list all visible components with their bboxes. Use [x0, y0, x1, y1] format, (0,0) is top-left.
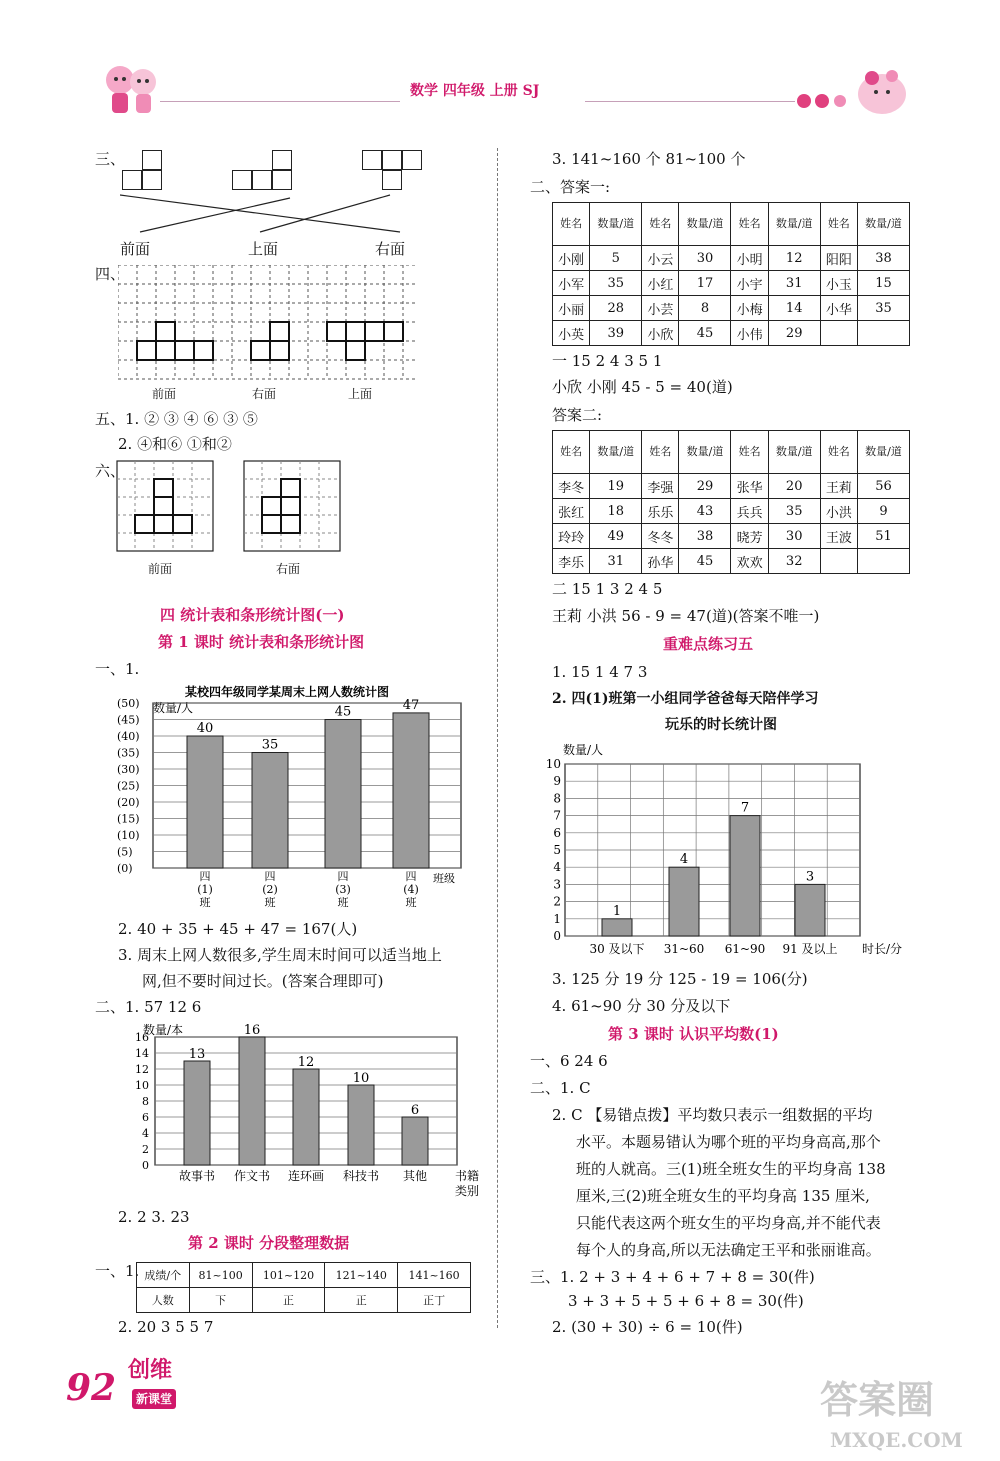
count-cell: 31 [590, 549, 642, 574]
s3-matching-lines [120, 190, 440, 240]
y-tick-label: (25) [117, 779, 140, 793]
count-cell: 51 [857, 524, 909, 549]
table-row [553, 296, 910, 321]
l3-3c: 班的人就高。三(1)班全班女生的平均身高 138 [576, 1160, 886, 1178]
y-tick-label: (10) [117, 829, 140, 842]
table-row [553, 271, 910, 296]
x-tick-label: (2) [262, 883, 278, 896]
count-cell: 30 [679, 246, 731, 271]
count-cell: 35 [857, 296, 909, 321]
l2-q2: 2. 20 3 5 5 7 [118, 1318, 214, 1336]
practice-title: 重难点练习五 [663, 635, 754, 653]
bar [669, 867, 699, 936]
data-label: 6 [410, 1103, 420, 1118]
chart-title: 某校四年级同学某周末上网人数统计图 [185, 685, 390, 699]
l3-2: 二、1. C [530, 1079, 591, 1097]
brand-logo [124, 1355, 199, 1417]
count-cell: 5 [590, 246, 642, 271]
bar [393, 713, 429, 868]
x-tick-label: (3) [335, 883, 351, 896]
line1: 小欣 小刚 45 - 5 = 40(道) [552, 378, 733, 396]
name-cell: 小芸 [642, 296, 679, 321]
seg-header-1: 81~100 [189, 1263, 252, 1288]
p4: 4. 61~90 分 30 分及以下 [552, 997, 731, 1015]
count-cell [857, 549, 909, 574]
x-tick-label: 其他 [402, 1169, 428, 1183]
table-header-cell: 姓名 [731, 203, 768, 246]
name-cell: 小英 [553, 321, 590, 346]
y-tick-label: 0 [142, 1159, 149, 1172]
y-tick-label: 4 [553, 860, 561, 875]
count-cell: 56 [857, 474, 909, 499]
header-mascot-right [850, 60, 915, 120]
s6-label: 六、 [95, 462, 126, 480]
y-tick-label: 2 [142, 1143, 149, 1156]
table-header-cell: 数量/道 [768, 431, 820, 474]
y-tick-label: (50) [117, 697, 140, 710]
name-cell [820, 321, 857, 346]
x-tick-label: 四 [199, 870, 211, 883]
unit-title: 四 统计表和条形统计图(一) [160, 606, 345, 624]
seq2: 二 15 1 3 2 4 5 [552, 580, 663, 598]
y-tick-label: (35) [117, 746, 140, 760]
y-tick-label: 6 [553, 825, 561, 840]
name-cell: 小军 [553, 271, 590, 296]
seq1: 一 15 2 4 3 5 1 [552, 352, 663, 370]
lesson2-title: 第 2 课时 分段整理数据 [188, 1234, 350, 1252]
count-cell: 45 [679, 549, 731, 574]
count-cell: 18 [590, 499, 642, 524]
name-cell: 小洪 [820, 499, 857, 524]
x-tick-label: 班 [264, 896, 276, 909]
x-tick-label: 科技书 [342, 1169, 380, 1183]
table-header-cell: 数量/道 [679, 203, 731, 246]
table-row [553, 321, 910, 346]
data-label: 47 [402, 697, 420, 713]
bar [602, 919, 632, 936]
s4-view-front: 前面 [152, 387, 177, 401]
y-tick-label: 4 [142, 1127, 149, 1140]
y-tick-label: 9 [553, 774, 561, 789]
table-row [553, 474, 910, 499]
data-label: 4 [679, 852, 689, 868]
q1-3a: 3. 周末上网人数很多,学生周末时间可以适当地上 [118, 946, 442, 964]
y-tick-label: 16 [135, 1031, 149, 1044]
y-tick-label: (5) [117, 845, 133, 859]
s6-view-right: 右面 [276, 562, 301, 576]
name-cell: 小伟 [731, 321, 768, 346]
y-tick-label: 8 [553, 791, 561, 806]
bar [239, 1037, 265, 1165]
x-tick-label: 四 [405, 870, 417, 883]
x-tick-label: 61~90 [724, 942, 766, 956]
r3: 3. 141~160 个 81~100 个 [552, 150, 746, 168]
bar [325, 720, 361, 869]
l3-1: 一、6 24 6 [530, 1052, 608, 1070]
data-label: 3 [805, 869, 815, 885]
l2-q1-label: 一、1. [95, 1262, 140, 1280]
y-tick-label: (15) [117, 812, 140, 826]
name-cell: 乐乐 [642, 499, 679, 524]
count-cell: 38 [679, 524, 731, 549]
lesson1-title: 第 1 课时 统计表和条形统计图 [158, 633, 365, 651]
y-tick-label: 0 [553, 929, 561, 943]
s3-view-front: 前面 [120, 240, 151, 258]
table-row [553, 549, 910, 574]
name-cell: 小丽 [553, 296, 590, 321]
ans1: 二、答案一: [530, 178, 611, 196]
s4-view-right: 右面 [252, 387, 277, 401]
table-header-cell: 姓名 [553, 203, 590, 246]
page-number: 92 [66, 1367, 117, 1409]
y-tick-label: 5 [553, 843, 561, 857]
name-cell: 小华 [820, 296, 857, 321]
name-cell: 王波 [820, 524, 857, 549]
q2-23: 2. 2 3. 23 [118, 1208, 190, 1226]
s5-2: 2. ④和⑥ ①和② [118, 435, 232, 453]
line2: 王莉 小洪 56 - 9 = 47(道)(答案不唯一) [552, 607, 820, 625]
seg-header-2: 101~120 [252, 1263, 325, 1288]
name-cell: 孙华 [642, 549, 679, 574]
name-cell: 小玉 [820, 271, 857, 296]
table-row [553, 246, 910, 271]
x-tick-label: 故事书 [178, 1169, 216, 1183]
x-tick-label: 连环画 [287, 1169, 325, 1183]
data-label: 12 [297, 1055, 315, 1070]
y-tick-label: 7 [553, 808, 561, 823]
bar [184, 1061, 210, 1165]
name-cell: 冬冬 [642, 524, 679, 549]
l3-5: 3 + 3 + 5 + 5 + 6 + 8 = 30(件) [568, 1292, 804, 1310]
y-tick-label: 3 [553, 877, 561, 892]
name-cell [820, 549, 857, 574]
table-header-cell: 姓名 [553, 431, 590, 474]
x-tick-label: (4) [403, 883, 419, 896]
bar [730, 816, 760, 936]
name-cell: 兵兵 [731, 499, 768, 524]
table-row [553, 524, 910, 549]
name-cell: 小梅 [731, 296, 768, 321]
l3-3b: 水平。本题易错认为哪个班的平均身高高,那个 [576, 1133, 881, 1151]
count-cell: 39 [590, 321, 642, 346]
data-label: 10 [352, 1071, 370, 1086]
data-label: 7 [740, 800, 750, 816]
brand-name: 创维 [128, 1357, 173, 1383]
s4-view-top: 上面 [348, 387, 373, 401]
name-cell: 小红 [642, 271, 679, 296]
y-tick-label: 2 [553, 894, 561, 909]
header-dots [795, 92, 850, 110]
count-cell: 29 [679, 474, 731, 499]
table-header-cell: 数量/道 [590, 431, 642, 474]
name-cell: 李冬 [553, 474, 590, 499]
s3-view-top: 上面 [248, 240, 279, 258]
l3-4: 三、1. 2 + 3 + 4 + 6 + 7 + 8 = 30(件) [530, 1268, 815, 1286]
count-cell: 29 [768, 321, 820, 346]
count-cell: 38 [857, 246, 909, 271]
x-tick-label: 班 [405, 896, 417, 909]
name-cell: 小欣 [642, 321, 679, 346]
y-tick-label: (20) [117, 796, 140, 809]
table-header-cell: 姓名 [820, 203, 857, 246]
name-cell: 阳阳 [820, 246, 857, 271]
y-tick-label: 8 [142, 1095, 149, 1108]
seg-row-1: 下 [189, 1288, 252, 1313]
seg-header-4: 141~160 [398, 1263, 471, 1288]
s4-dotted-grid [118, 265, 423, 385]
y-tick-label: 10 [545, 757, 561, 771]
name-cell: 玲玲 [553, 524, 590, 549]
name-cell: 王莉 [820, 474, 857, 499]
table-header-cell: 姓名 [642, 203, 679, 246]
s6-front-grid [116, 460, 216, 555]
x-axis-label: 班级 [433, 872, 455, 885]
count-cell: 45 [679, 321, 731, 346]
name-cell: 欢欢 [731, 549, 768, 574]
p1: 1. 15 1 4 7 3 [552, 663, 648, 681]
l3-3d: 厘米,三(2)班全班女生的平均身高 135 厘米, [576, 1187, 870, 1205]
x-tick-label: 91 及以上 [782, 942, 838, 956]
table1-grid [552, 202, 910, 346]
y-axis-label: 数量/本 [143, 1023, 184, 1037]
count-cell: 32 [768, 549, 820, 574]
s4-label: 四、 [95, 265, 126, 283]
y-tick-label: (40) [117, 730, 140, 743]
count-cell: 19 [590, 474, 642, 499]
y-tick-label: 10 [135, 1079, 149, 1092]
x-axis-label-2: 类别 [455, 1184, 480, 1198]
lesson3-title: 第 3 课时 认识平均数(1) [608, 1025, 779, 1043]
chart-3 [535, 738, 910, 963]
seg-row-0: 人数 [137, 1288, 190, 1313]
x-axis-label: 书籍 [455, 1169, 480, 1183]
y-axis-label: 数量/人 [563, 743, 604, 757]
y-tick-label: 14 [135, 1047, 149, 1060]
count-cell: 12 [768, 246, 820, 271]
x-tick-label: 班 [337, 896, 349, 909]
count-cell: 9 [857, 499, 909, 524]
header-line-left [160, 101, 400, 102]
y-axis-label: 数量/人 [153, 701, 194, 715]
name-cell: 张华 [731, 474, 768, 499]
table-header-cell: 数量/道 [679, 431, 731, 474]
header-title: 数学 四年级 上册 SJ [410, 83, 540, 99]
x-tick-label: 四 [264, 870, 276, 883]
q1-1-label: 一、1. [95, 660, 140, 678]
y-tick-label: (45) [117, 713, 140, 727]
count-cell: 15 [857, 271, 909, 296]
x-tick-label: 30 及以下 [589, 942, 645, 956]
count-cell: 14 [768, 296, 820, 321]
brand-sub: 新课堂 [132, 1389, 176, 1409]
l3-6: 2. (30 + 30) ÷ 6 = 10(件) [552, 1318, 743, 1336]
y-tick-label: 6 [142, 1111, 149, 1124]
s5-1: 五、1. ② ③ ④ ⑥ ③ ⑤ [95, 410, 258, 428]
name-cell: 小云 [642, 246, 679, 271]
seg-row-2: 正 [252, 1288, 325, 1313]
count-cell: 35 [768, 499, 820, 524]
p2b: 玩乐的时长统计图 [665, 717, 777, 733]
s3-label: 三、 [95, 150, 126, 168]
table-header-cell: 姓名 [731, 431, 768, 474]
bar [187, 736, 223, 868]
table-header-cell: 数量/道 [857, 203, 909, 246]
column-divider [497, 148, 498, 1328]
bar [402, 1117, 428, 1165]
seg-header-0: 成绩/个 [137, 1263, 190, 1288]
table-header-cell: 姓名 [642, 431, 679, 474]
seg-header-3: 121~140 [325, 1263, 398, 1288]
table-row [553, 499, 910, 524]
data-label: 40 [196, 721, 214, 736]
header-mascot-left [88, 55, 168, 125]
bar [348, 1085, 374, 1165]
ans2: 答案二: [552, 406, 603, 424]
count-cell: 17 [679, 271, 731, 296]
l3-3e: 只能代表这两个班女生的平均身高,并不能代表 [576, 1214, 881, 1232]
name-cell: 李乐 [553, 549, 590, 574]
table-header-cell: 数量/道 [857, 431, 909, 474]
y-tick-label: (30) [117, 763, 140, 776]
y-tick-label: 1 [553, 911, 561, 926]
bar [293, 1069, 319, 1165]
seg-row-3: 正 [325, 1288, 398, 1313]
l3-3a: 2. C 【易错点拨】平均数只表示一组数据的平均 [552, 1106, 873, 1124]
table-header-cell: 姓名 [820, 431, 857, 474]
bar [795, 884, 825, 936]
bar [252, 753, 288, 869]
s6-right-grid [243, 460, 343, 555]
name-cell: 小刚 [553, 246, 590, 271]
watermark [815, 1378, 985, 1458]
count-cell: 20 [768, 474, 820, 499]
p3: 3. 125 分 19 分 125 - 19 = 106(分) [552, 970, 808, 988]
x-tick-label: 四 [337, 870, 349, 883]
x-tick-label: 31~60 [663, 942, 705, 956]
x-tick-label: 班 [199, 896, 211, 909]
chart-2 [115, 1018, 485, 1203]
data-label: 16 [243, 1023, 261, 1038]
header-line-right [585, 101, 795, 102]
name-cell: 张红 [553, 499, 590, 524]
data-label: 13 [188, 1047, 206, 1062]
x-tick-label: 作文书 [233, 1169, 271, 1183]
y-tick-label: 12 [135, 1063, 149, 1076]
name-cell: 小明 [731, 246, 768, 271]
q1-2: 2. 40 + 35 + 45 + 47 = 167(人) [118, 920, 358, 938]
count-cell: 8 [679, 296, 731, 321]
chart-1 [115, 680, 475, 910]
count-cell: 28 [590, 296, 642, 321]
x-tick-label: (1) [197, 883, 213, 896]
name-cell: 晓芳 [731, 524, 768, 549]
table-header-cell: 数量/道 [590, 203, 642, 246]
count-cell: 43 [679, 499, 731, 524]
s3-view-right: 右面 [375, 240, 406, 258]
l3-3f: 每个人的身高,所以无法确定王平和张丽谁高。 [576, 1241, 881, 1259]
count-cell: 49 [590, 524, 642, 549]
name-cell: 李强 [642, 474, 679, 499]
count-cell: 31 [768, 271, 820, 296]
count-cell: 30 [768, 524, 820, 549]
q1-3b: 网,但不要时间过长。(答案合理即可) [142, 972, 384, 990]
table-header-cell: 数量/道 [768, 203, 820, 246]
data-label: 1 [612, 903, 622, 919]
data-label: 35 [261, 737, 279, 753]
name-cell: 小宇 [731, 271, 768, 296]
watermark-text: 答案圈 [820, 1377, 935, 1422]
x-axis-label: 时长/分 [862, 942, 903, 956]
data-label: 45 [334, 704, 352, 720]
y-tick-label: (0) [117, 862, 133, 875]
seg-row-4: 正丁 [398, 1288, 471, 1313]
count-cell: 35 [590, 271, 642, 296]
q2-1: 二、1. 57 12 6 [95, 998, 202, 1016]
count-cell [857, 321, 909, 346]
p2a: 2. 四(1)班第一小组同学爸爸每天陪伴学习 [552, 691, 819, 707]
segment-table [136, 1262, 471, 1313]
table2-grid [552, 430, 910, 574]
watermark-site: MXQE.COM [830, 1428, 963, 1452]
s6-view-front: 前面 [148, 562, 173, 576]
